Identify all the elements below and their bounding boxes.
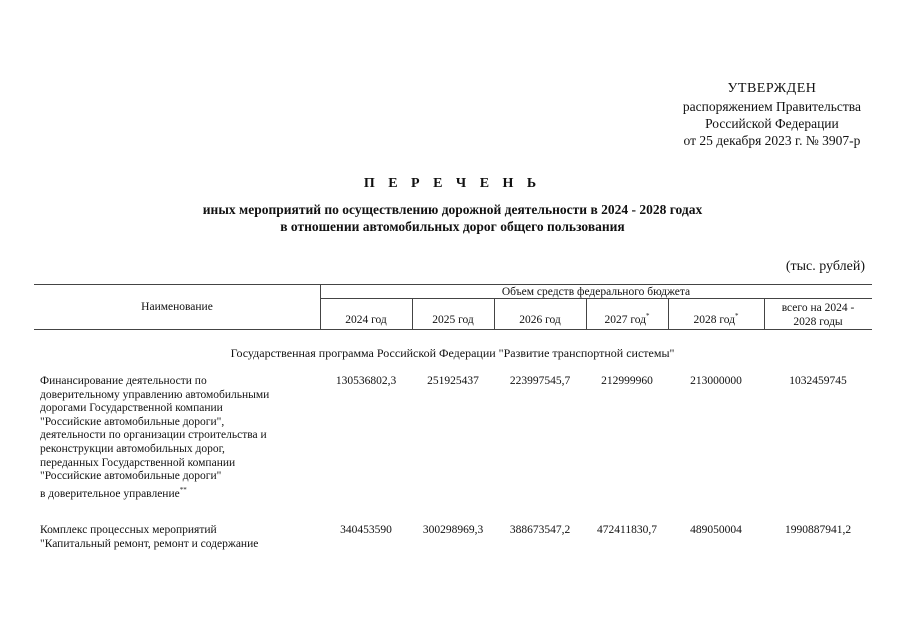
header-name: Наименование <box>141 301 213 313</box>
row-2-value-2027: 472411830,7 <box>597 524 657 536</box>
header-year-2027: 2027 год* <box>604 312 650 326</box>
header-year-2024: 2024 год <box>345 314 387 326</box>
row-2-value-2024: 340453590 <box>340 524 392 536</box>
header-year-2026: 2026 год <box>519 314 561 326</box>
row-1-value-2024: 130536802,3 <box>335 375 397 387</box>
row-1-value-2028: 213000000 <box>690 375 742 387</box>
approval-heading: УТВЕРЖДЕН <box>727 81 817 96</box>
footnote-mark: * <box>646 312 650 320</box>
row-2-value-total: 1990887941,2 <box>784 524 852 536</box>
row-2-value-2025: 300298969,3 <box>422 524 484 536</box>
approval-line-date: от 25 декабря 2023 г. № 3907-р <box>683 133 861 148</box>
table-header-bottom-border <box>34 329 872 330</box>
subtitle-line-1: иных мероприятий по осуществлению дорожной деятельности в 2024 - 2028 годах <box>202 202 703 217</box>
footnote-mark: * <box>735 312 739 320</box>
section-title: Государственная программа Российской Федерации "Развитие транспортной системы" <box>230 346 675 360</box>
approval-line-decree: распоряжением Правительства <box>682 99 861 114</box>
row-2-value-2026: 388673547,2 <box>509 524 571 536</box>
subtitle-line-2: в отношении автомобильных дорог общего пользования <box>280 219 625 234</box>
row-2-value-2028: 489050004 <box>690 524 742 536</box>
row-1-value-2026: 223997545,7 <box>509 375 571 387</box>
row-2-name: Комплекс процессных мероприятий "Капитальный ремонт, ремонт и содержание <box>40 524 259 550</box>
approval-block <box>683 80 861 149</box>
header-year-2028: 2028 год* <box>693 312 739 326</box>
footnote-mark: ** <box>179 485 187 494</box>
row-1-value-total: 1032459745 <box>789 375 847 387</box>
row-1-value-2027: 212999960 <box>601 375 653 387</box>
approval-line-federation: Российской Федерации <box>705 116 839 131</box>
document-subtitle <box>0 201 905 235</box>
header-total: всего на 2024 - 2028 годы <box>781 302 855 328</box>
row-1-name: Финансирование деятельности по доверительному управлению автомобильными дорогами Государственной компании "Российские автомобильные дороги", деятельности по организации строительства и реконструкции автомобильных дорог, переданных Государственной компании "Российские автомобильные дороги" в доверительное управление** <box>40 375 270 500</box>
document-title: П Е Р Е Ч Е Н Ь <box>363 176 542 191</box>
header-budget: Объем средств федерального бюджета <box>501 286 691 298</box>
header-year-2025: 2025 год <box>432 314 474 326</box>
row-1-value-2025: 251925437 <box>427 375 479 387</box>
units-note: (тыс. рублей) <box>785 259 865 274</box>
